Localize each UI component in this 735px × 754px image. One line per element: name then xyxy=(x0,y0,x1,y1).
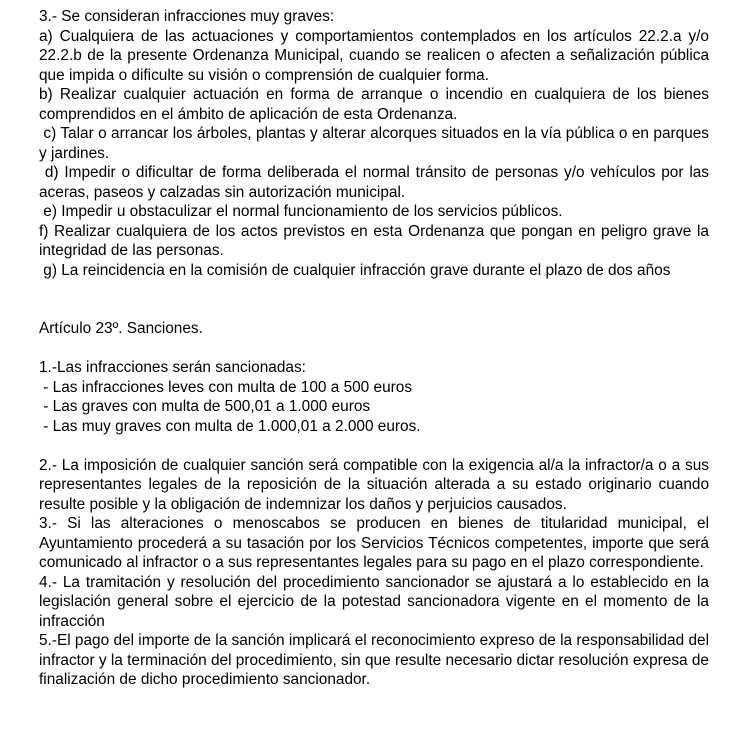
sanction-item-graves: - Las graves con multa de 500,01 a 1.000 euros xyxy=(39,398,371,415)
document-page xyxy=(39,7,714,690)
sanctions-point-2: 2.- La imposición de cualquier sanción será compatible con la exigencia al/a la infractor/a o a sus representantes legales de la reposición de la situación alterada a su estado originario cuando resulte posible y la obligación de indemnizar los daños y perjuicios causados. xyxy=(39,456,709,513)
infraction-item-g: g) La reincidencia en la comisión de cualquier infracción grave durante el plazo de dos años xyxy=(39,261,671,279)
sanctions-point-1-heading: 1.-Las infracciones serán sancionadas: xyxy=(39,359,306,376)
infraction-item-e: e) Impedir u obstaculizar el normal funcionamiento de los servicios públicos. xyxy=(39,203,563,220)
section-3-heading: 3.- Se consideran infracciones muy graves: xyxy=(39,8,335,25)
infraction-item-c: c) Talar o arrancar los árboles, plantas y alterar alcorques situados en la vía pública o en parques y jardines. xyxy=(39,125,714,162)
infraction-item-a: a) Cualquiera de las actuaciones y comportamientos contemplados en los artículos 22.2.a y/o 22.2.b de la presente Ordenanza Municipal, cuando se realicen o afecten a señalización pública que impida o dificulte su visión o comprensión de cualquier forma. xyxy=(39,27,709,84)
article-23-title: Artículo 23º. Sanciones. xyxy=(39,320,203,337)
spacer xyxy=(39,280,709,319)
sanctions-point-4: 4.- La tramitación y resolución del procedimiento sancionador se ajustará a lo establecido en la legislación general sobre el ejercicio de la potestad sancionadora vigente en el momento de la infracción xyxy=(39,573,709,630)
infraction-item-b: b) Realizar cualquier actuación en forma de arranque o incendio en cualquiera de los bienes comprendidos en el ámbito de aplicación de esta Ordenanza. xyxy=(39,86,709,123)
sanction-item-muy-graves: - Las muy graves con multa de 1.000,01 a 2.000 euros. xyxy=(39,417,421,435)
sanctions-point-5: 5.-El pago del importe de la sanción implicará el reconocimiento expreso de la responsabilidad del infractor y la terminación del procedimiento, sin que resulte necesario dictar resolución expresa de finalización de dicho procedimiento sancionador. xyxy=(39,632,709,688)
infraction-item-f: f) Realizar cualquiera de los actos previstos en esta Ordenanza que pongan en peligro grave la integridad de las personas. xyxy=(39,222,709,259)
sanctions-point-3: 3.- Si las alteraciones o menoscabos se producen en bienes de titularidad municipal, el Ayuntamiento procederá a su tasación por los Servicios Técnicos competentes, importe que será comunicado al infractor o a sus representantes legales para su pago en el plazo correspondiente. xyxy=(39,515,709,571)
spacer xyxy=(39,339,709,359)
spacer xyxy=(39,436,709,456)
infraction-item-d: d) Impedir o dificultar de forma deliberada el normal tránsito de personas y/o vehículos por las aceras, paseos y calzadas sin autorización municipal. xyxy=(39,164,714,201)
sanction-item-leves: - Las infracciones leves con multa de 100 a 500 euros xyxy=(39,378,413,396)
